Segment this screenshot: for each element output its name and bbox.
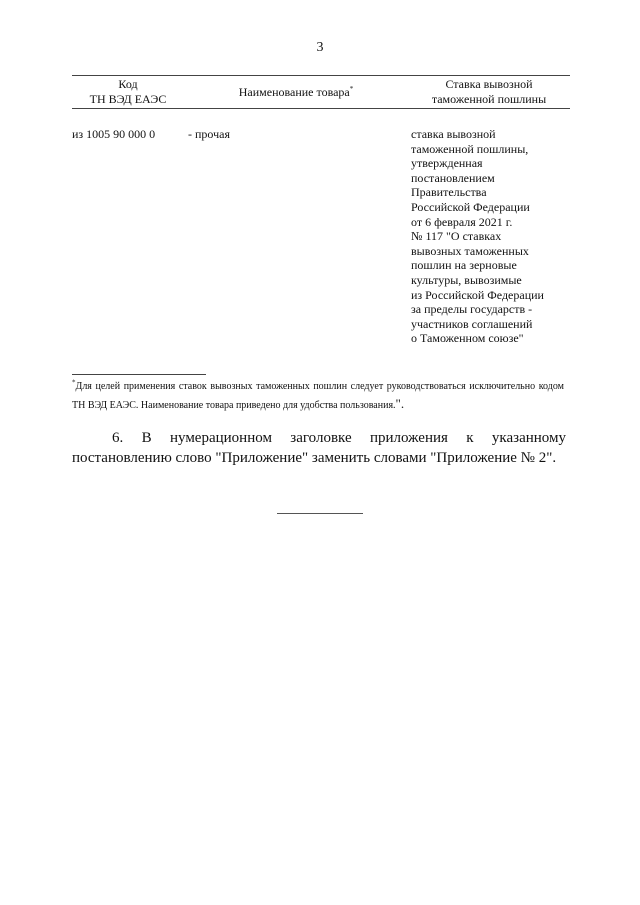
header-rate (408, 76, 570, 109)
page-number: 3 (316, 40, 324, 55)
rate-line: участников соглашений (411, 316, 533, 331)
rate-line: утвержденная (411, 156, 483, 171)
rate-line: вывозных таможенных (411, 243, 529, 258)
rate-line: № 117 "О ставках (411, 229, 502, 244)
rate-line: о Таможенном союзе" (411, 331, 524, 346)
header-code-line-2: ТН ВЭД ЕАЭС (89, 92, 167, 106)
closing-divider (277, 513, 363, 514)
rate-line: постановлением (411, 170, 495, 185)
rate-line: пошлин на зерновые (411, 258, 517, 273)
footnote-text: Для целей применения ставок вывозных таможенных пошлин следует руководствоваться исключительно кодом ТН ВЭД ЕАЭС. Наименование товара приведено для удобства пользования. (72, 381, 564, 411)
header-rate-line-1: Ставка вывозной (445, 77, 533, 91)
cell-code: из 1005 90 000 0 (72, 127, 156, 141)
rate-line: ставка вывозной (411, 127, 496, 141)
cell-rate (408, 109, 570, 346)
header-rate-line-2: таможенной пошлины (431, 92, 547, 106)
rate-line: от 6 февраля 2021 г. (411, 214, 513, 229)
rate-line: таможенной пошлины, (411, 141, 529, 156)
header-name-footnote-mark: * (349, 84, 354, 93)
table-row (72, 109, 570, 346)
rate-line: Правительства (411, 185, 487, 200)
footnote-mark: * (72, 378, 76, 387)
table-header-row (72, 76, 570, 109)
footnote (72, 378, 564, 414)
footnote-divider (72, 374, 206, 375)
footnote-closing: ". (395, 396, 405, 411)
amendment-paragraph: 6. В нумерационном заголовке приложения к указанному постановлению слово "Приложение" заменить словами "Приложение № 2". (72, 430, 566, 466)
rate-line: за пределы государств - (411, 302, 533, 317)
header-code (72, 76, 184, 109)
rate-line: культуры, вывозимые (411, 272, 522, 287)
rate-line: из Российской Федерации (411, 287, 544, 302)
header-name (184, 76, 408, 109)
rate-line: Российской Федерации (411, 199, 530, 214)
cell-name: - прочая (188, 127, 230, 141)
header-name-text: Наименование товара (238, 84, 350, 99)
header-code-line-1: Код (118, 77, 138, 91)
customs-table (72, 75, 570, 346)
